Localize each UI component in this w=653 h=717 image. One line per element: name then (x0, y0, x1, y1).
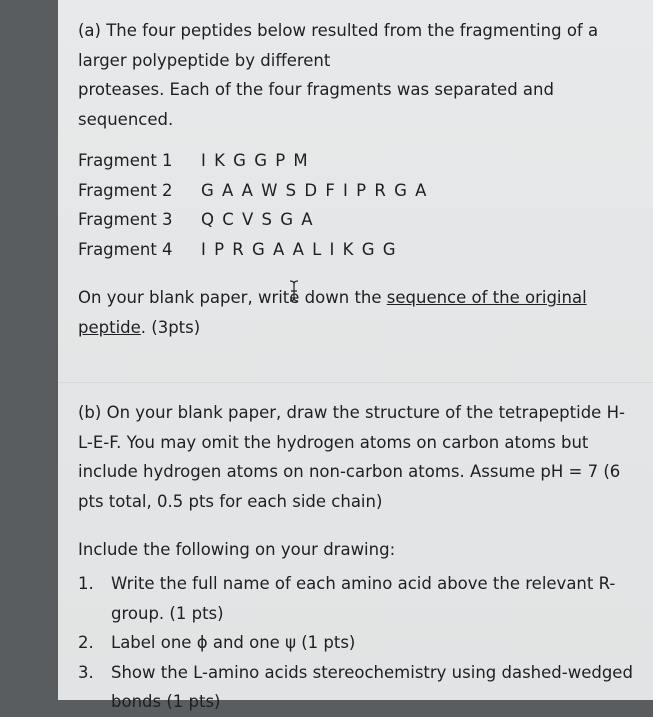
list-text (111, 569, 615, 628)
fragment-sequence: Q C V S G A (201, 210, 315, 229)
instruction-prefix: On your blank paper, write down the (78, 288, 387, 307)
part-b-intro (78, 398, 638, 516)
fragment-row (78, 146, 428, 176)
part-a-line-1: (a) The four peptides below resulted from the fragmenting of a (78, 21, 599, 40)
fragment-sequence: I K G G P M (201, 151, 310, 170)
list-number: 1. (78, 574, 94, 593)
list-item (78, 569, 638, 628)
list-number: 3. (78, 662, 94, 682)
part-a-line-2: larger polypeptide by different (78, 50, 331, 70)
fragment-row (78, 205, 428, 235)
part-a-line-3: proteases. Each of the four fragments was separated and (78, 80, 554, 99)
list-item (78, 658, 638, 717)
fragment-label: Fragment 4 (78, 239, 173, 259)
part-a-intro (78, 16, 638, 134)
part-a-line-4: sequenced. (78, 109, 174, 129)
instruction-suffix: . (3pts) (140, 317, 201, 337)
question-sheet (58, 0, 653, 711)
list-text-line: Show the L-amino acids stereochemistry using dashed-wedged (111, 662, 633, 682)
fragment-list (78, 146, 428, 264)
list-text-line: bonds (1 pts) (111, 692, 221, 711)
fragment-label: Fragment 2 (78, 180, 173, 200)
instruction-underlined: sequence of the original peptide (78, 288, 587, 337)
fragment-sequence: G A A W S D F I P R G A (201, 180, 428, 200)
fragment-row (78, 176, 428, 206)
list-text-line: Write the full name of each amino acid above the relevant R- (111, 574, 616, 593)
list-text: Label one ϕ and one ψ (1 pts) (111, 633, 356, 652)
part-b-line-3: include hydrogen atoms on non-carbon atoms. Assume pH = 7 (6 (78, 462, 621, 481)
part-a-instruction (78, 283, 638, 342)
section-divider (58, 382, 653, 383)
fragment-label: Fragment 1 (78, 151, 173, 170)
list-number: 2. (78, 633, 94, 652)
include-heading: Include the following on your drawing: (78, 540, 396, 559)
list-text (111, 658, 633, 717)
text-cursor-icon (289, 280, 299, 302)
fragment-row (78, 235, 428, 265)
list-item (78, 628, 638, 658)
part-b-line-1: (b) On your blank paper, draw the structure of the tetrapeptide H- (78, 403, 625, 422)
part-b-line-4: pts total, 0.5 pts for each side chain) (78, 491, 383, 511)
requirements-list (78, 569, 638, 717)
fragment-label: Fragment 3 (78, 210, 173, 229)
part-b-line-2: L-E-F. You may omit the hydrogen atoms on carbon atoms but (78, 432, 589, 452)
fragment-sequence: I P R G A A L I K G G (201, 239, 398, 259)
list-text-line: group. (1 pts) (111, 603, 224, 623)
